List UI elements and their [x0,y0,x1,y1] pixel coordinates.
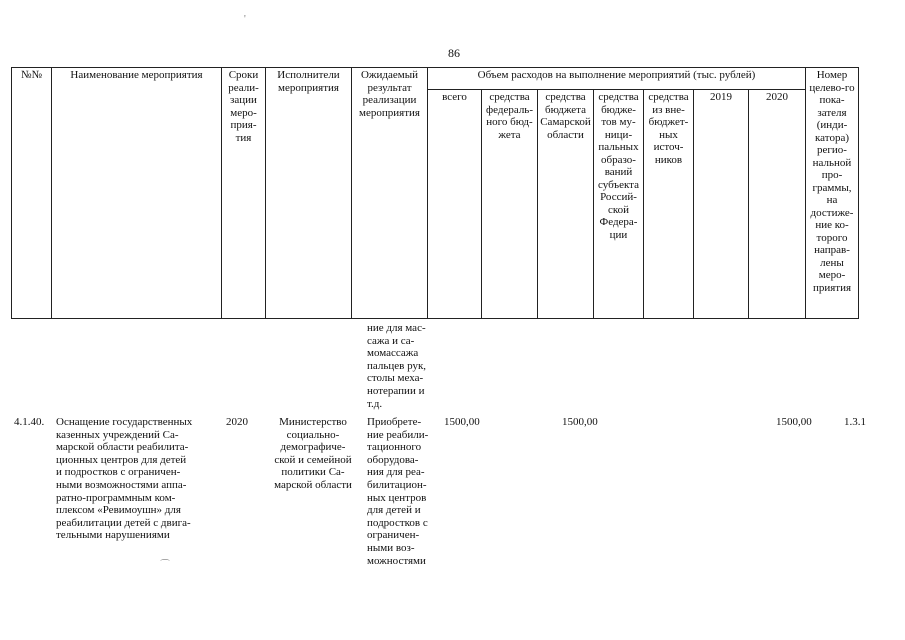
header-executors: Исполнители мероприятия [266,68,352,319]
row-year-2020: 1500,00 [776,416,812,428]
row-number: 4.1.40. [14,416,45,428]
header-number: №№ [12,68,52,319]
header-year-2020: 2020 [749,90,806,319]
scan-mark: ' [244,14,246,25]
header-total: всего [428,90,482,319]
row-measure-name: Оснащение государственных казенных учреждений Са- марской области реабилита- ционных центров для детей и подростков с ограничен- ными возможностями аппа- ратно-программным ком- плексом «Ревимоушн» для реабилитации детей с двига- тельными нарушениями [56,416,193,542]
header-expected-result: Ожидаемый результат реализации мероприятия [352,68,428,319]
scan-mark: ⌒ [160,560,170,571]
header-federal: средства федераль-ного бюд-жета [482,90,538,319]
row-total: 1500,00 [444,416,480,428]
row-term: 2020 [226,416,248,428]
header-year-2019: 2019 [694,90,749,319]
row-expected-result: Приобрете- ние реабили- тационного оборудова- ния для реа- билитацион- ных центров для детей и подростков с ограничен- ными воз- можностями [367,416,429,567]
header-terms: Сроки реали-зации меро-прия-тия [222,68,266,319]
header-regional: средства бюджета Самарской области [538,90,594,319]
header-extrabudgetary: средства из вне-бюджет-ных источ-ников [644,90,694,319]
header-municipal: средства бюдже-тов му-ници-пальных образо-ваний субъекта Россий-ской Федера-ции [594,90,644,319]
header-expenses: Объем расходов на выполнение мероприятий (тыс. рублей) [428,68,806,90]
header-name: Наименование мероприятия [52,68,222,319]
row-regional-budget: 1500,00 [562,416,598,428]
row-executor: Министерство социально- демографиче- ской и семейной политики Са- марской области [274,416,352,491]
budget-table-header [11,67,859,319]
row-indicator: 1.3.1 [844,416,866,428]
continuation-text: ние для мас- сажа и са- момассажа пальцев рук, столы меха- нотерапии и т.д. [367,322,427,410]
page-number: 86 [448,46,460,60]
header-target-indicator: Номер целево-го пока-зателя (инди-катора) регио-нальной про-граммы, на достиже-ние ко-торого направ-лены меро-приятия [806,68,859,319]
